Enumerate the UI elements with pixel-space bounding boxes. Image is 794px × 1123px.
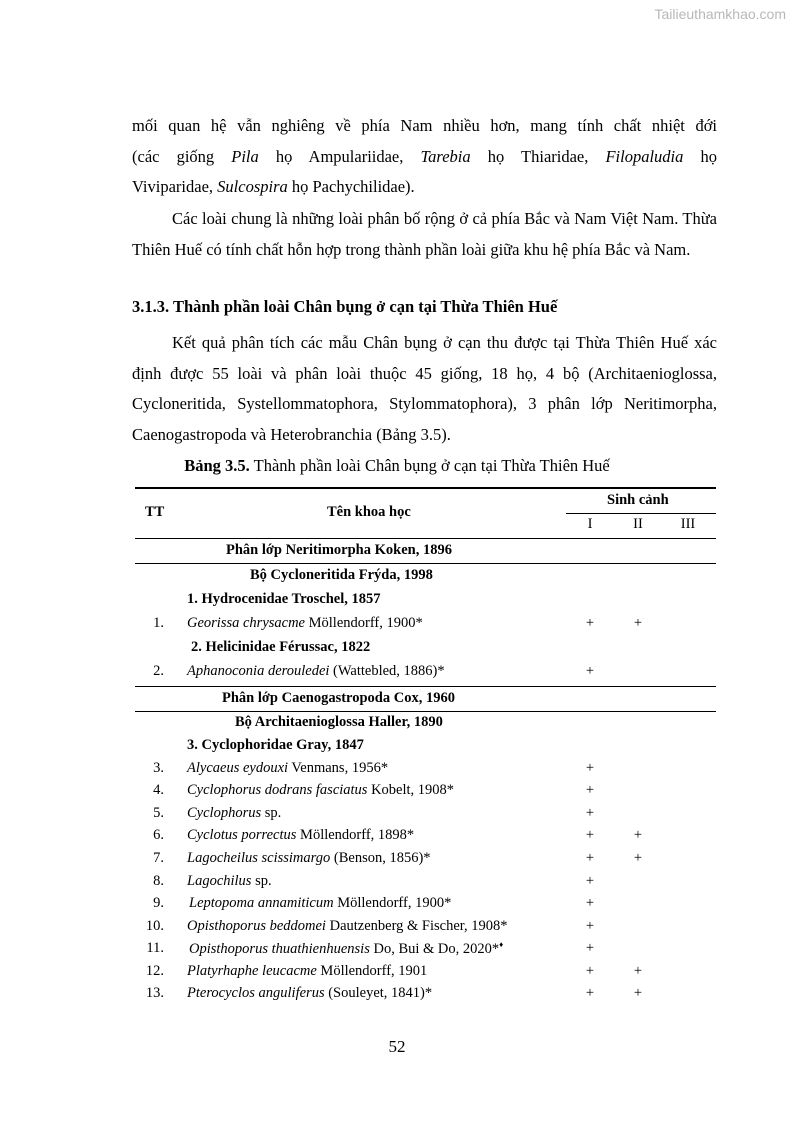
subclass-caenogastropoda: Phân lớp Caenogastropoda Cox, 1960 [222, 690, 455, 706]
habitat-rule [566, 513, 716, 514]
habitat-mark: + [633, 985, 643, 1001]
p1-line-a: mối quan hệ vẫn nghiêng về phía Nam nhiều hơn, mang tính chất nhiệt đới [132, 116, 717, 135]
rule [135, 686, 716, 687]
row-number: 7. [153, 850, 164, 866]
species-author: Do, Bui & Do, 2020* [369, 940, 500, 957]
header-bottom-rule [135, 538, 716, 539]
species-binomial: Cyclophorus dodrans fasciatus [187, 782, 368, 798]
header-hab-1: I [587, 516, 593, 532]
header-hab-2: II [633, 516, 643, 532]
paragraph-1 [132, 111, 717, 203]
genus-sulcospira: Sulcospira [217, 177, 288, 196]
species-binomial: Lagochilus [187, 873, 252, 889]
order-cycloneritida: Bộ Cycloneritida Frýda, 1998 [250, 567, 433, 583]
habitat-mark: + [585, 782, 595, 798]
species-name [187, 760, 388, 777]
species-binomial: Leptopoma annamiticum [189, 895, 334, 911]
habitat-mark: + [585, 615, 595, 631]
species-author: (Wattebled, 1886)* [329, 663, 445, 679]
family-cyclophoridae: 3. Cyclophoridae Gray, 1847 [187, 737, 364, 753]
species-author: Venmans, 1956* [288, 760, 389, 776]
species-binomial: Georissa chrysacme [187, 615, 305, 631]
text: họ Ampulariidae, [258, 146, 421, 166]
species-name [187, 782, 454, 799]
habitat-mark: + [633, 615, 643, 631]
habitat-mark: + [585, 760, 595, 776]
species-author: Möllendorff, 1901 [316, 963, 428, 979]
text: họ Pachychilidae). [287, 177, 415, 196]
p3-text: Kết quả phân tích các mẫu Chân bụng ở cạn thu được tại Thừa Thiên Huế xác định được 55 loài và phân loài thuộc 45 giống, 18 họ, 4 bộ (Architaenioglossa, Cycloneritida, Systellommatophora, Stylommatophora), 3 phân lớp Neritimorpha, Caenogastropoda và Heterobranchia (Bảng 3.5). [132, 333, 717, 444]
species-binomial: Cyclotus porrectus [187, 827, 297, 843]
text: (các giống [132, 146, 232, 166]
subclass-neritimorpha: Phân lớp Neritimorpha Koken, 1896 [226, 542, 452, 558]
species-name [189, 895, 451, 912]
text: họ [683, 146, 717, 166]
header-habitat: Sinh cảnh [607, 492, 669, 508]
habitat-mark: + [585, 963, 595, 979]
habitat-mark: + [585, 850, 595, 866]
species-name [187, 918, 508, 935]
species-author: (Souleyet, 1841)* [324, 985, 433, 1001]
habitat-mark: + [585, 985, 595, 1001]
habitat-mark: + [585, 663, 595, 679]
species-name [187, 615, 423, 632]
species-author: sp. [261, 805, 282, 821]
species-binomial: Lagocheilus scissimargo [187, 850, 331, 866]
paragraph-3 [132, 328, 717, 450]
row-number: 8. [153, 873, 164, 889]
species-binomial: Aphanoconia derouledei [187, 663, 330, 679]
table-caption [0, 456, 794, 476]
species-author: Möllendorff, 1900* [333, 895, 452, 911]
family-hydrocenidae: 1. Hydrocenidae Troschel, 1857 [187, 591, 381, 607]
row-number: 6. [153, 827, 164, 843]
habitat-mark: + [585, 918, 595, 934]
species-name [187, 963, 427, 980]
watermark: Tailieuthamkhao.com [654, 6, 786, 22]
habitat-mark: + [585, 805, 595, 821]
species-binomial: Opisthoporus thuathienhuensis [189, 940, 370, 957]
species-name [187, 663, 445, 680]
section-heading: 3.1.3. Thành phần loài Chân bụng ở cạn tại Thừa Thiên Huế [132, 297, 558, 316]
species-name [187, 827, 414, 844]
row-number: 2. [153, 663, 164, 679]
species-binomial: Opisthoporus beddomei [187, 918, 326, 934]
habitat-mark: + [633, 827, 643, 843]
page-number: 52 [388, 1037, 406, 1056]
species-name [187, 805, 281, 822]
row-number: 1. [153, 615, 164, 631]
species-author: Kobelt, 1908* [367, 782, 455, 798]
species-name [187, 850, 431, 867]
caption-text: Thành phần loài Chân bụng ở cạn tại Thừa Thiên Huế [249, 456, 610, 475]
species-author: (Benson, 1856)* [330, 850, 431, 866]
species-author: Möllendorff, 1900* [305, 615, 423, 631]
genus-filopaludia: Filopaludia [605, 146, 684, 166]
species-author: Dautzenberg & Fischer, 1908* [325, 918, 508, 934]
row-number: 5. [153, 805, 164, 821]
rule [135, 563, 716, 564]
row-number: 9. [153, 895, 164, 911]
row-number: 10. [145, 918, 164, 934]
habitat-mark: + [633, 850, 643, 866]
text: họ Thiaridae, [470, 146, 606, 166]
species-name [187, 985, 432, 1002]
header-tt: TT [145, 504, 165, 520]
species-author: sp. [251, 873, 272, 889]
species-author: Möllendorff, 1898* [296, 827, 415, 843]
species-binomial: Pterocyclos anguliferus [187, 985, 325, 1001]
paragraph-2 [132, 204, 717, 265]
row-number: 3. [153, 760, 164, 776]
order-architaenioglossa: Bộ Architaenioglossa Haller, 1890 [235, 714, 443, 730]
diamond-marker: ♦ [499, 940, 504, 949]
rule [135, 711, 716, 712]
species-binomial: Alycaeus eydouxi [187, 760, 289, 776]
habitat-mark: + [585, 873, 595, 889]
species-binomial: Cyclophorus [187, 805, 262, 821]
genus-pila: Pila [231, 146, 259, 166]
row-number: 13. [145, 985, 164, 1001]
header-hab-3: III [680, 516, 696, 532]
habitat-mark: + [585, 940, 595, 956]
species-name [187, 873, 272, 890]
habitat-mark: + [585, 827, 595, 843]
p1-line-c [132, 172, 717, 203]
p2-text: Các loài chung là những loài phân bố rộng ở cả phía Bắc và Nam Việt Nam. Thừa Thiên Huế có tính chất hỗn hợp trong thành phần loài giữa khu hệ phía Bắc và Nam. [132, 209, 717, 259]
row-number: 12. [145, 963, 164, 979]
habitat-mark: + [585, 895, 595, 911]
row-number: 11. [146, 940, 164, 956]
family-helicinidae: 2. Helicinidae Férussac, 1822 [191, 639, 371, 655]
species-binomial: Platyrhaphe leucacme [187, 963, 317, 979]
table-top-rule [135, 487, 716, 489]
text: Viviparidae, [132, 177, 218, 196]
header-name: Tên khoa học [327, 504, 411, 520]
habitat-mark: + [633, 963, 643, 979]
genus-tarebia: Tarebia [420, 146, 471, 166]
caption-label: Bảng 3.5. [184, 456, 250, 475]
p1-line-b [132, 142, 717, 173]
species-name [189, 940, 503, 958]
row-number: 4. [153, 782, 164, 798]
